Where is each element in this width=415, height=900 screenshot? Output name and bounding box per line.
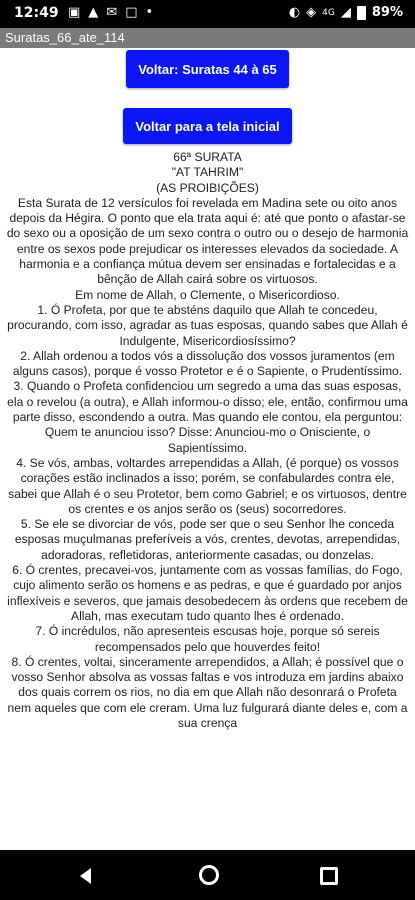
dot-icon: • (145, 5, 154, 20)
mail-icon: ✉ (106, 5, 118, 20)
back-icon[interactable] (80, 868, 91, 884)
battery-percent: 89% (371, 5, 403, 20)
back-to-home-button[interactable]: Voltar para a tela inicial (123, 108, 292, 144)
data-saver-icon: ◐ (288, 5, 301, 20)
back-to-surahs-44-65-button[interactable]: Voltar: Suratas 44 à 65 (126, 50, 289, 88)
verse: 3. Quando o Profeta confidenciou um segredo a uma das suas esposas, ela o revelou (a outra), e Allah informou-o disso; ele, então, confirmou uma parte disso, escondendo a outra. Mas quando ele contou, ela perguntou: Quem te anunciou isso? Disse: Anunciou-mo o Onisciente, o Sapientíssimo. (7, 379, 408, 455)
surah-subtitle: (AS PROIBIÇÕES) (156, 180, 259, 195)
surah-name: "AT TAHRIM" (171, 165, 244, 180)
battery-icon (357, 6, 366, 20)
warning-icon: ▲ (88, 5, 99, 20)
notification-icon: ▣ (68, 5, 81, 20)
navigation-bar (0, 850, 415, 900)
recent-apps-icon[interactable] (320, 867, 338, 885)
verse: 6. Ó crentes, precavei-vos, juntamente com as vossas famílias, do Fogo, cujo alimento serão os homens e as pedras, e que é guardado por anjos inflexíveis e severos, que jamais desobedecem às ordens que recebem de Allah, mas executam tudo quanto lhes é ordenado. (7, 563, 408, 623)
signal-icon: ◢ (340, 5, 351, 20)
notification-icons (68, 5, 153, 20)
verse: 1. Ó Profeta, por que te absténs daquilo que Allah te concedeu, procurando, com isso, agradar as tuas esposas, quando sabes que Allah é Indulgente, Misericordiosíssimo? (7, 302, 408, 348)
system-icons (289, 5, 403, 20)
surah-intro: Esta Surata de 12 versículos foi revelada em Madina sete ou oito anos depois da Hégira. O ponto que ela trata aqui é: até que ponto o afastar-se do sexo ou a oposição de um sexo contra o outro ou o desejo de harmonia entre os sexos pode prejudicar os interesses elevados da sociedade. A harmonia e a confiança mútua devem ser ensinadas e fortalecidas e a bênção de Allah cairá sobre os virtuosos. (6, 195, 409, 287)
verse: 8. Ó crentes, voltai, sinceramente arrependidos, a Allah; é possível que o vosso Senhor absolva as vossas faltas e vos introduza em jardins abaixo dos quais correm os rios, no dia em que Allah não desonrará o Profeta nem aqueles que com ele creram. Uma luz fulgurará diante deles e, com a sua crença (7, 654, 408, 730)
network-type-icon: 4G (322, 7, 335, 18)
verse: 2. Allah ordenou a todos vós a dissolução dos vossos juramentos (em alguns casos), porque é vosso Protetor e é o Sapiente, o Prudentíssimo. (12, 348, 403, 379)
status-bar (0, 0, 415, 28)
verse: 7. Ó incrédulos, não apresenteis escusas hoje, porque só sereis recompensados pelo que houverdes feito! (35, 624, 380, 654)
home-icon[interactable] (199, 865, 219, 885)
surah-number: 66ª SURATA (173, 150, 242, 164)
verse: 4. Se vós, ambas, voltardes arrependidas a Allah, (é porque) os vossos corações estão inclinados a isso; porém, se confabulardes contra ele, sabei que Allah é o seu Protetor, bem como Gabriel; e os virtuosos, dentre os crentes e os anjos serão os (seus) socorredores. (8, 455, 407, 516)
gallery-icon: □ (125, 5, 138, 20)
verse: 5. Se ele se divorciar de vós, pode ser que o seu Senhor lhe conceda esposas muçulmanas preferíveis a vós, crentes, devotas, arrependidas, adoradoras, refletidoras, anteriormente casadas, ou donzelas. (14, 517, 401, 562)
status-time: 12:49 (14, 5, 59, 21)
vibrate-icon: ◈ (306, 5, 317, 20)
window-title: Suratas_66_ate_114 (0, 28, 415, 48)
basmala: Em nome de Allah, o Clemente, o Misericordioso. (75, 287, 340, 302)
surah-text (6, 150, 409, 850)
